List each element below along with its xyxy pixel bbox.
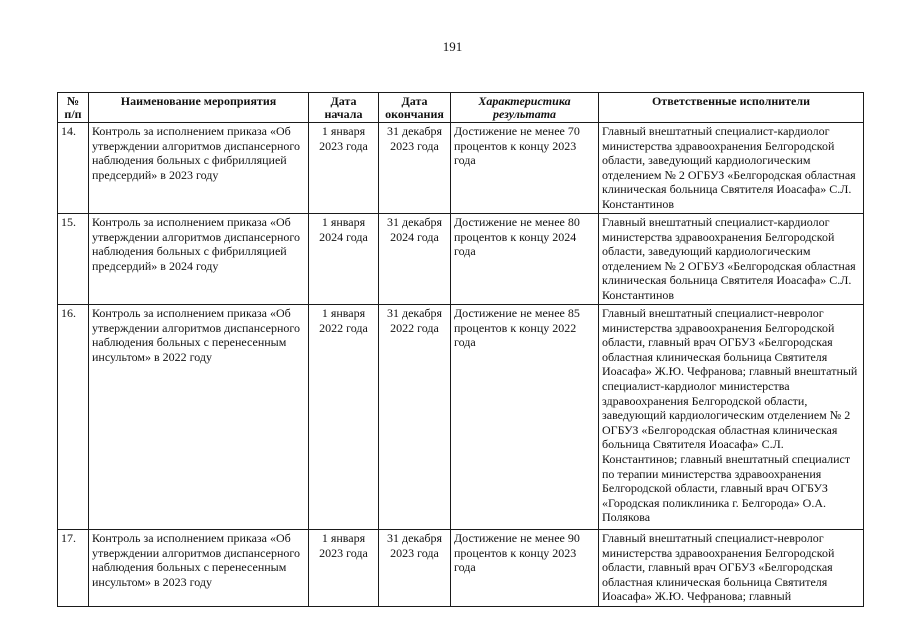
start-date: 1 января 2023 года — [309, 530, 379, 607]
result-description: Достижение не менее 85 процентов к концу 2022 года — [451, 305, 599, 530]
result-description: Достижение не менее 90 процентов к концу 2023 года — [451, 530, 599, 607]
end-date: 31 декабря 2024 года — [379, 214, 451, 305]
header-end: Дата окончания — [379, 93, 451, 123]
header-result: Характеристика результата — [451, 93, 599, 123]
table-header-row — [58, 93, 864, 123]
result-description: Достижение не менее 70 процентов к концу 2023 года — [451, 123, 599, 214]
header-num: № п/п — [58, 93, 89, 123]
header-name: Наименование мероприятия — [89, 93, 309, 123]
end-date: 31 декабря 2023 года — [379, 530, 451, 607]
responsible-persons: Главный внештатный специалист-кардиолог министерства здравоохранения Белгородской области, заведующий кардиологическим отделением № 2 ОГБУЗ «Белгородская областная клиническая больница Святителя Иоасафа» С.Л. Константинов — [599, 123, 864, 214]
responsible-persons: Главный внештатный специалист-невролог министерства здравоохранения Белгородской области, главный врач ОГБУЗ «Белгородская областная клиническая больница Святителя Иоасафа» Ж.Ю. Чефранова; главный внештатный специалист-кардиолог министерства здравоохранения Белгородской области, заведующий кардиологическим отделением № 2 ОГБУЗ «Белгородская областная клиническая больница Святителя Иоасафа» С.Л. Константинов; главный внештатный специалист по терапии министерства здравоохранения Белгородской области, главный врач ОГБУЗ «Городская поликлиника г. Белгорода» О.А. Полякова — [599, 305, 864, 530]
event-name: Контроль за исполнением приказа «Об утверждении алгоритмов диспансерного наблюдения больных с перенесенным инсультом» в 2022 году — [89, 305, 309, 530]
start-date: 1 января 2023 года — [309, 123, 379, 214]
table-row — [58, 305, 864, 530]
table-row — [58, 214, 864, 305]
events-table — [57, 92, 864, 607]
event-name: Контроль за исполнением приказа «Об утверждении алгоритмов диспансерного наблюдения больных с фибрилляцией предсердий» в 2023 году — [89, 123, 309, 214]
start-date: 1 января 2024 года — [309, 214, 379, 305]
header-start: Дата начала — [309, 93, 379, 123]
table-row — [58, 123, 864, 214]
header-responsible: Ответственные исполнители — [599, 93, 864, 123]
event-name: Контроль за исполнением приказа «Об утверждении алгоритмов диспансерного наблюдения больных с перенесенным инсультом» в 2023 году — [89, 530, 309, 607]
row-number: 17. — [58, 530, 89, 607]
row-number: 14. — [58, 123, 89, 214]
result-description: Достижение не менее 80 процентов к концу 2024 года — [451, 214, 599, 305]
start-date: 1 января 2022 года — [309, 305, 379, 530]
table-row — [58, 530, 864, 607]
row-number: 16. — [58, 305, 89, 530]
responsible-persons: Главный внештатный специалист-невролог министерства здравоохранения Белгородской области, главный врач ОГБУЗ «Белгородская областная клиническая больница Святителя Иоасафа» Ж.Ю. Чефранова; главный — [599, 530, 864, 607]
end-date: 31 декабря 2023 года — [379, 123, 451, 214]
responsible-persons: Главный внештатный специалист-кардиолог министерства здравоохранения Белгородской области, заведующий кардиологическим отделением № 2 ОГБУЗ «Белгородская областная клиническая больница Святителя Иоасафа» С.Л. Константинов — [599, 214, 864, 305]
end-date: 31 декабря 2022 года — [379, 305, 451, 530]
event-name: Контроль за исполнением приказа «Об утверждении алгоритмов диспансерного наблюдения больных с фибрилляцией предсердий» в 2024 году — [89, 214, 309, 305]
row-number: 15. — [58, 214, 89, 305]
page-number: 191 — [442, 39, 463, 54]
